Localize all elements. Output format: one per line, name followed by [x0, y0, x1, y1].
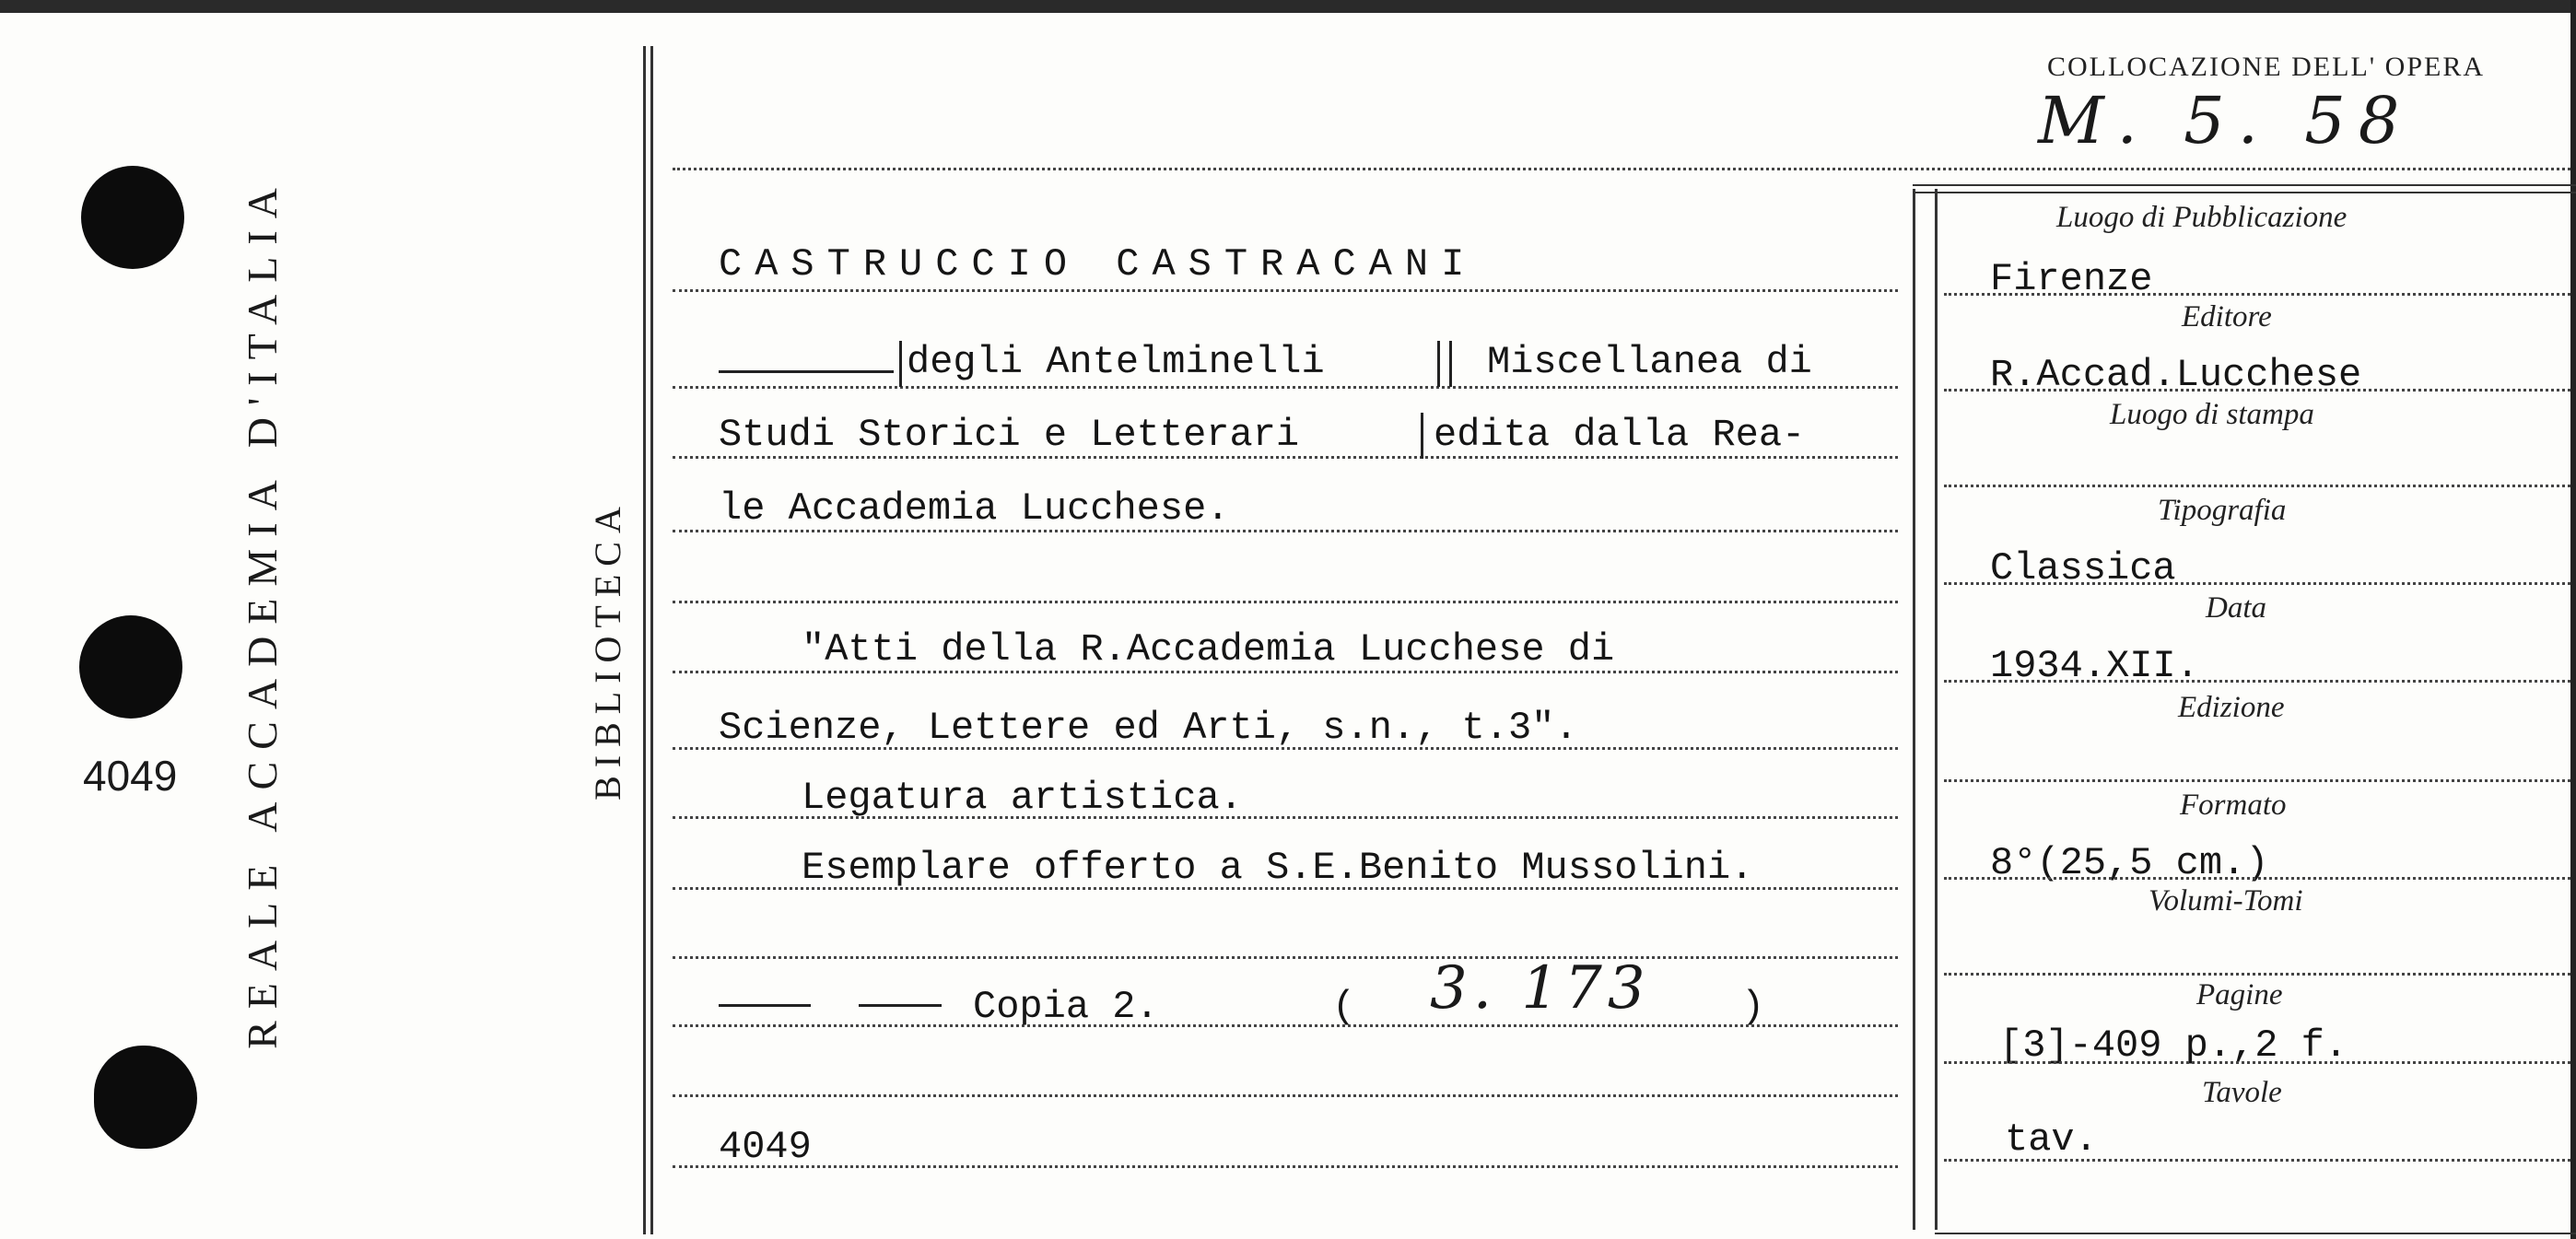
copy-number: 3. 173: [1430, 954, 1651, 1023]
series-line-2: Scienze, Lettere ed Arti, s.n., t.3".: [719, 706, 1578, 750]
card-top-edge: [0, 0, 2576, 13]
double-separator: [1437, 341, 1452, 387]
field-rule-1: [1944, 389, 2570, 392]
value-format: 8°(25,5 cm.): [1990, 841, 2269, 885]
copy-paren-open: (: [1332, 985, 1356, 1029]
rule-1: [673, 289, 1898, 292]
copy-dash-2: [859, 1004, 942, 1007]
note-binding: Legatura artistica.: [802, 776, 1243, 820]
value-date: 1934.XII.: [1990, 644, 2199, 688]
collocation-rule: [673, 168, 2570, 170]
rule-10: [673, 956, 1898, 959]
field-panel-border-2: [1935, 189, 1938, 1230]
repeat-author-dash: [719, 370, 894, 373]
rule-5: [673, 601, 1898, 603]
field-rule-7: [1944, 973, 2570, 976]
rule-12: [673, 1094, 1898, 1097]
series-line-1: "Atti della R.Accademia Lucchese di: [802, 627, 1615, 672]
entry-line-3a: Studi Storici e Letterari: [719, 413, 1300, 457]
rule-2: [673, 386, 1898, 389]
field-rule-9: [1944, 1159, 2570, 1162]
field-separator-1: [899, 341, 902, 387]
value-publisher: R.Accad.Lucchese: [1990, 353, 2362, 397]
label-place-of-printing: Luogo di stampa: [2110, 398, 2314, 431]
field-rule-0: [1944, 293, 2570, 296]
label-format: Formato: [2180, 789, 2287, 822]
field-rule-2: [1944, 485, 2570, 487]
label-volumes: Volumi-Tomi: [2149, 884, 2303, 918]
card-bottom-line: [1935, 1233, 2576, 1234]
library-label: BIBLIOTECA: [587, 498, 628, 801]
main-left-border-2: [650, 46, 653, 1234]
collocation-label: COLLOCAZIONE DELL' OPERA: [2047, 52, 2486, 82]
institution-name: REALE ACCADEMIA D'ITALIA: [239, 176, 286, 1049]
label-date: Data: [2206, 591, 2266, 625]
entry-line-2: degli Antelminelli: [907, 340, 1325, 384]
label-printer: Tipografia: [2158, 494, 2287, 527]
entry-line-3b: edita dalla Rea-: [1434, 413, 1806, 457]
label-pages: Pagine: [2196, 978, 2283, 1011]
copy-dash-1: [719, 1004, 811, 1007]
field-rule-4: [1944, 680, 2570, 683]
rule-13: [673, 1165, 1898, 1168]
value-place-of-publication: Firenze: [1990, 257, 2153, 301]
field-rule-3: [1944, 582, 2570, 585]
label-place-of-publication: Luogo di Pubblicazione: [2056, 201, 2348, 234]
field-rule-5: [1944, 779, 2570, 782]
entry-title: CASTRUCCIO CASTRACANI: [719, 242, 1478, 286]
entry-line-2b: Miscellanea di: [1487, 340, 1812, 384]
left-margin-number: 4049: [83, 752, 178, 800]
copy-label: Copia 2.: [973, 985, 1159, 1029]
label-publisher: Editore: [2182, 300, 2272, 333]
field-panel-top-border: [1913, 184, 2576, 186]
field-panel-top-border-2: [1913, 192, 2576, 193]
label-plates: Tavole: [2202, 1076, 2282, 1109]
rule-11: [673, 1024, 1898, 1027]
main-left-border: [643, 46, 646, 1234]
value-pages: [3]-409 p.,2 f.: [1999, 1023, 2348, 1068]
punch-hole-bottom: [94, 1046, 197, 1149]
value-printer: Classica: [1990, 546, 2176, 590]
copy-paren-close: ): [1741, 985, 1765, 1029]
field-separator-2: [1421, 413, 1423, 459]
field-panel-border: [1913, 189, 1915, 1230]
field-rule-8: [1944, 1061, 2570, 1064]
note-copy-offered: Esemplare offerto a S.E.Benito Mussolini.: [802, 846, 1754, 890]
entry-line-4: le Accademia Lucchese.: [719, 486, 1230, 531]
punch-hole-top: [81, 166, 184, 269]
label-edition: Edizione: [2178, 691, 2285, 724]
punch-hole-middle: [79, 615, 182, 719]
inventory-number: 4049: [719, 1125, 812, 1169]
collocation-value: M. 5. 58: [2038, 83, 2413, 158]
value-plates: tav.: [2005, 1117, 2098, 1162]
field-rule-6: [1944, 877, 2570, 880]
